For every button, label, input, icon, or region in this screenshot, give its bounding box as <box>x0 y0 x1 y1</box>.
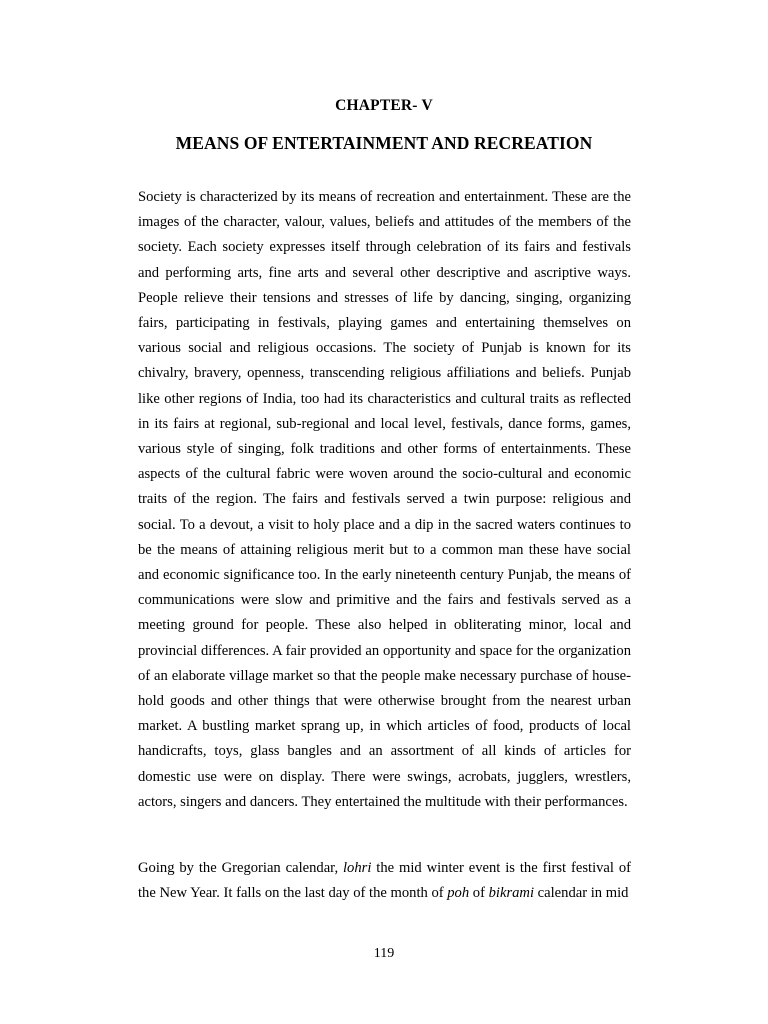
paragraph-2-text-3: of <box>469 885 489 902</box>
paragraph-2-text-4: calendar in mid <box>534 885 629 902</box>
paragraph-2-text-2: the mid winter event is the first festival of the New Year. It falls on the last day of the month of <box>138 860 631 902</box>
page-number: 119 <box>373 946 395 961</box>
chapter-label: CHAPTER- V <box>335 97 433 114</box>
paragraph-2-text-1: Going by the Gregorian calendar, <box>138 860 343 876</box>
term-bikrami: bikrami <box>488 885 535 902</box>
body-paragraph-1: Society is characterized by its means of recreation and entertainment. These are the images of the character, valour, values, beliefs and attitudes of the members of the society. Each society expresses itself through celebration of its fairs and festivals and performing arts, fine arts and several other descriptive and ascriptive ways. People relieve their tensions and stresses of life by dancing, singing, organizing fairs, participating in festivals, playing games and entertaining themselves on various social and religious occasions. The society of Punjab is known for its chivalry, bravery, openness, transcending religious affiliations and beliefs. Punjab like other regions of India, too had its characteristics and cultural traits as reflected in its fairs at regional, sub-regional and local level, festivals, dance forms, games, various style of singing, folk traditions and other forms of entertainments. These aspects of the cultural fabric were woven around the socio-cultural and economic traits of the region. The fairs and festivals served a twin purpose: religious and social. To a devout, a visit to holy place and a dip in the sacred waters continues to be the means of attaining religious merit but to a common man these have social and economic significance too. In the early nineteenth century Punjab, the means of communications were slow and primitive and the fairs and festivals served as a meeting ground for people. These also helped in obliterating minor, local and provincial differences. A fair provided an opportunity and space for the organization of an elaborate village market so that the people make necessary purchase of house-hold goods and other things that were otherwise brought from the nearest urban market. A bustling market sprang up, in which articles of food, products of local handicrafts, toys, glass bangles and an assortment of all kinds of articles for domestic use were on display. There were swings, acrobats, jugglers, wrestlers, actors, singers and dancers. They entertained the multitude with their performances. <box>138 189 631 810</box>
term-lohri: lohri <box>343 860 372 876</box>
chapter-title: MEANS OF ENTERTAINMENT AND RECREATION <box>175 133 593 153</box>
body-paragraph-2 <box>138 856 631 906</box>
term-poh: poh <box>447 885 470 902</box>
